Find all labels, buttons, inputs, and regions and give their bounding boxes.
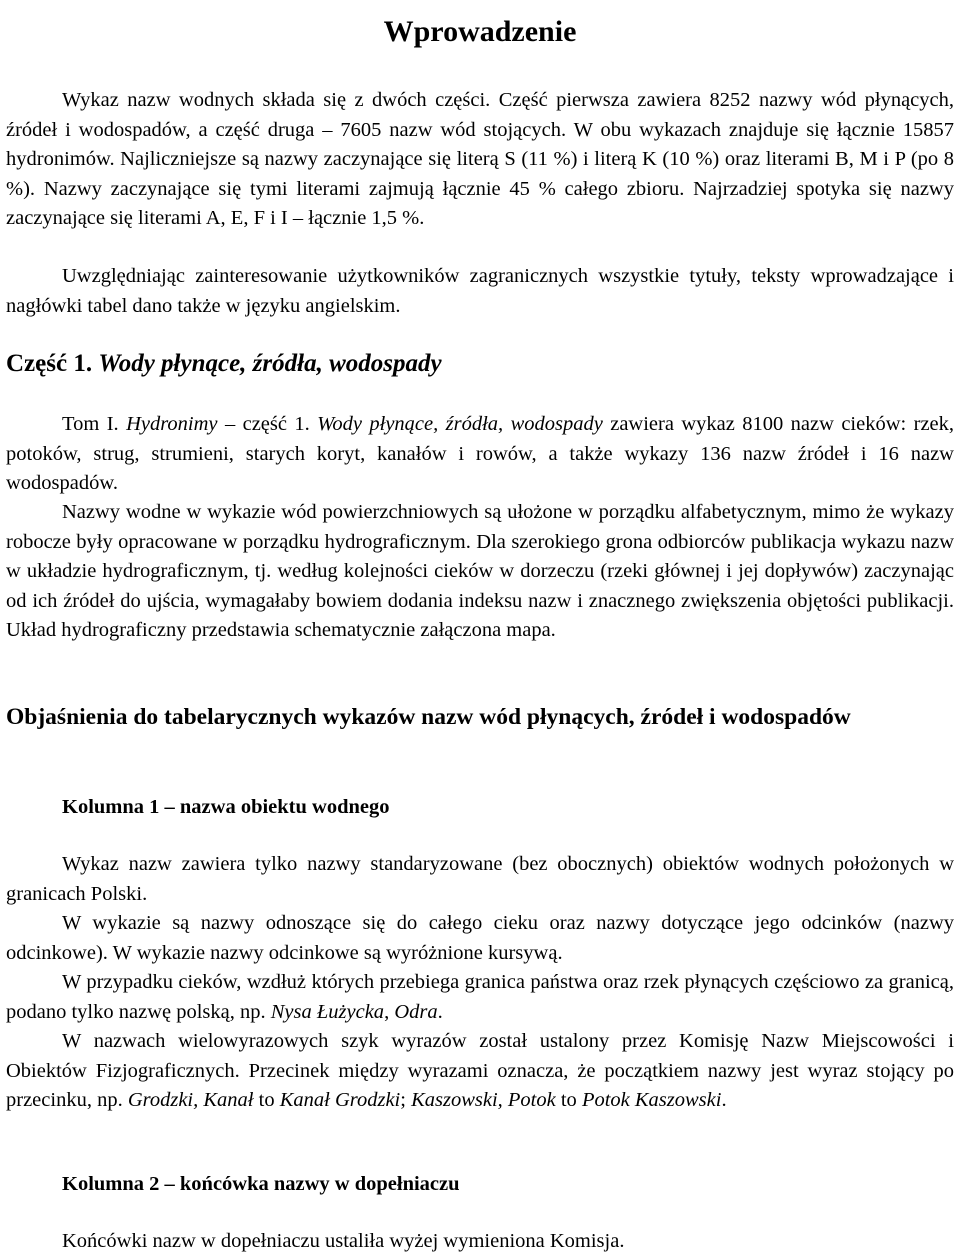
text-run: W nazwach wielowyrazowych szyk wyrazów został ustalony przez Komisję Nazw Miejscowości i Obiektów Fizjograficznych. Przecinek między wyrazami oznacza, że początkiem nazwy jest wyraz stojący po przecinku, np.: [6, 1030, 954, 1111]
text-run: to: [560, 1089, 577, 1111]
example-name: Odra: [394, 1000, 438, 1023]
example-name: Nysa Łużycka: [270, 1000, 385, 1023]
text-run: .: [721, 1089, 727, 1111]
example-name: Potok Kaszowski: [581, 1089, 722, 1111]
column-1-paragraph-2: W wykazie są nazwy odnoszące się do całego cieku oraz nazwy dotyczące jego odcinków (nazwy odcinkowe). W wykazie nazwy odcinkowe są wyróżnione kursywą.: [6, 912, 954, 964]
example-name: Kanał Grodzki: [279, 1089, 401, 1111]
column-2-heading: Kolumna 2 – końcówka nazwy w dopełniaczu: [62, 1173, 460, 1195]
text-run: .: [437, 1000, 443, 1023]
text-run: ;: [400, 1089, 406, 1111]
part-1-heading-title: Wody płynące, źródła, wodospady: [98, 350, 442, 377]
part-1-heading-prefix: Część 1.: [6, 350, 93, 377]
intro-paragraph-1: Wykaz nazw wodnych składa się z dwóch części. Część pierwsza zawiera 8252 nazwy wód płynących, źródeł i wodospadów, a część druga – 7605 nazw wód stojących. W obu wykazach znajduje się łącznie 15857 hydronimów. Najliczniejsze są nazwy zaczynające się literą S (11 %) i literą K (10 %) oraz literami B, M i P (po 8 %). Nazwy zaczynające się tymi literami zajmują łącznie 45 % całego zbioru. Najrzadziej spotyka się nazwy zaczynające się literami A, E, F i I – łącznie 1,5 %.: [6, 89, 954, 229]
text-run: ,: [384, 1000, 390, 1023]
part-1-paragraph-1: [6, 410, 954, 499]
text-run: W przypadku cieków, wzdłuż których przebiega granica państwa oraz rzek płynących częściowo za granicą, podano tylko nazwę polską, np.: [6, 971, 954, 1023]
part-1-heading: [6, 346, 442, 382]
page-title: Wprowadzenie: [383, 15, 577, 49]
volume-part: – część 1.: [224, 413, 310, 435]
volume-description: zawiera wykaz 8100 nazw cieków: rzek, potoków, strug, strumieni, starych koryt, kanałów i rowów, a także wykazy 136 nazw źródeł i 16 nazw wodospadów.: [6, 413, 955, 494]
volume-label: Tom I.: [62, 413, 119, 435]
explanations-heading: Objaśnienia do tabelarycznych wykazów nazw wód płynących, źródeł i wodospadów: [6, 704, 851, 730]
column-1-paragraph-1: Wykaz nazw zawiera tylko nazwy standaryzowane (bez obocznych) obiektów wodnych położonych w granicach Polski.: [6, 853, 954, 905]
volume-subtitle: Wody płynące, źródła, wodospady: [317, 413, 603, 435]
column-2-paragraph-1: Końcówki nazw w dopełniaczu ustaliła wyżej wymieniona Komisja.: [62, 1230, 625, 1252]
example-name: Kaszowski, Potok: [411, 1089, 556, 1111]
column-1-paragraph-4: [6, 1027, 954, 1116]
intro-paragraph-2: Uwzględniając zainteresowanie użytkowników zagranicznych wszystkie tytuły, teksty wprowadzające i nagłówki tabel dano także w języku angielskim.: [6, 265, 954, 317]
text-run: to: [258, 1089, 275, 1111]
example-name: Grodzki, Kanał: [127, 1089, 254, 1111]
column-1-paragraph-3: [6, 968, 954, 1027]
volume-title: Hydronimy: [126, 413, 218, 435]
column-1-heading: Kolumna 1 – nazwa obiektu wodnego: [62, 796, 390, 818]
part-1-paragraph-2: Nazwy wodne w wykazie wód powierzchniowych są ułożone w porządku alfabetycznym, mimo że wykazy robocze były opracowane w porządku hydrograficznym. Dla szerokiego grona odbiorców publikacja wykazu nazw w układzie hydrograficznym, tj. według kolejności cieków w dorzeczu (rzeki głównej i jej dopływów) zaczynając od ich źródeł do ujścia, wymagałaby bowiem dodania indeksu nazw i znacznego zwiększenia objętości publikacji. Układ hydrograficzny przedstawia schematycznie załączona mapa.: [6, 501, 954, 641]
